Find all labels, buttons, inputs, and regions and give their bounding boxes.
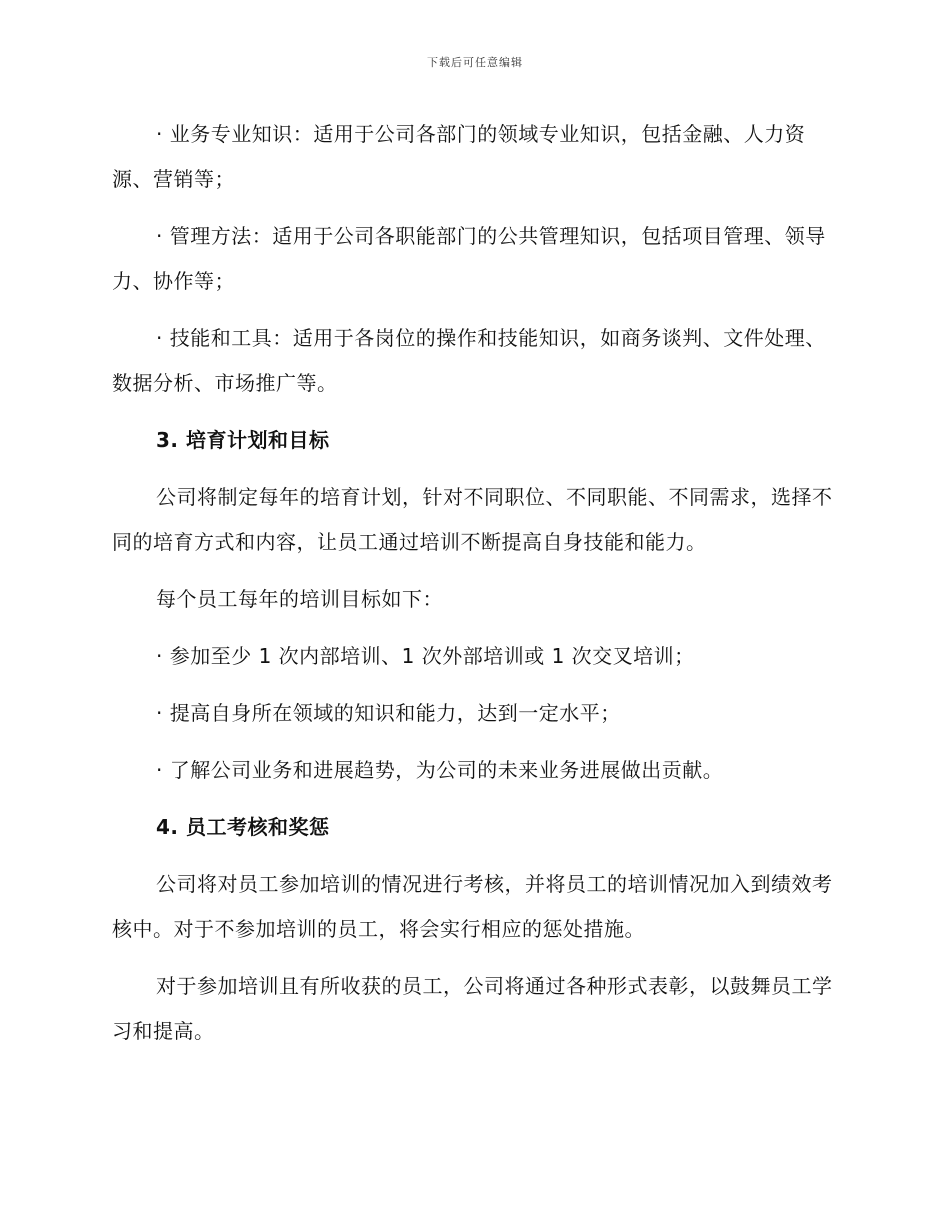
bullet-training-count: · 参加至少 1 次内部培训、1 次外部培训或 1 次交叉培训；	[156, 644, 695, 668]
paragraph-assessment: 公司将对员工参加培训的情况进行考核，并将员工的培训情况加入到绩效考核中。对于不参加培训的员工，将会实行相应的惩处措施。	[112, 872, 833, 941]
section-heading-assessment: 4. 员工考核和奖惩	[156, 815, 330, 839]
paragraph-training-goals-intro: 每个员工每年的培训目标如下：	[156, 587, 443, 611]
bullet-management-methods: · 管理方法：适用于公司各职能部门的公共管理知识，包括项目管理、领导力、协作等；	[112, 224, 826, 293]
bullet-skills-tools: · 技能和工具：适用于各岗位的操作和技能知识，如商务谈判、文件处理、数据分析、市场推广等。	[112, 326, 826, 395]
document-body	[112, 112, 834, 1054]
bullet-business-knowledge: · 业务专业知识：适用于公司各部门的领域专业知识，包括金融、人力资源、营销等；	[112, 122, 806, 191]
section-heading-training-plan: 3. 培育计划和目标	[156, 428, 330, 452]
paragraph-rewards: 对于参加培训且有所收获的员工，公司将通过各种形式表彰，以鼓舞员工学习和提高。	[112, 974, 833, 1043]
bullet-understand-business: · 了解公司业务和进展趋势，为公司的未来业务进展做出贡献。	[156, 758, 724, 782]
paragraph-training-plan: 公司将制定每年的培育计划，针对不同职位、不同职能、不同需求，选择不同的培育方式和内容，让员工通过培训不断提高自身技能和能力。	[112, 485, 833, 554]
header-note: 下载后可任意编辑	[427, 56, 523, 69]
bullet-improve-skills: · 提高自身所在领域的知识和能力，达到一定水平；	[156, 701, 621, 725]
